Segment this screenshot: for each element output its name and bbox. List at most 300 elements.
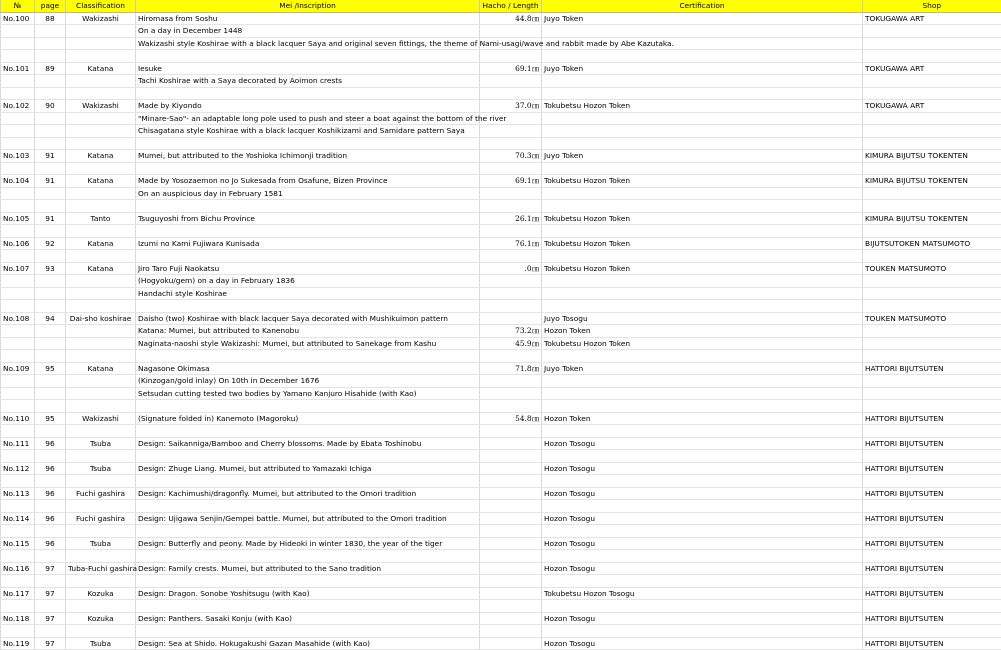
cell-certification[interactable] <box>542 225 863 238</box>
cell-no[interactable] <box>1 475 35 488</box>
cell-no[interactable] <box>1 162 35 175</box>
cell-page[interactable] <box>35 112 66 125</box>
cell-classification[interactable] <box>66 387 136 400</box>
cell-page[interactable] <box>35 400 66 413</box>
cell-classification[interactable]: Tuba-Fuchi gashira <box>66 562 136 575</box>
cell-length[interactable]: 45.9㎝ <box>480 337 542 350</box>
cell-shop[interactable] <box>863 112 1001 125</box>
cell-certification[interactable] <box>542 250 863 263</box>
cell-length[interactable] <box>480 375 542 388</box>
cell-no[interactable]: No.101 <box>1 62 35 75</box>
cell-classification[interactable] <box>66 112 136 125</box>
cell-classification[interactable] <box>66 475 136 488</box>
cell-certification[interactable]: Tokubetsu Hozon Token <box>542 237 863 250</box>
cell-length[interactable] <box>480 462 542 475</box>
header-shop[interactable]: Shop <box>863 0 1001 12</box>
cell-classification[interactable] <box>66 87 136 100</box>
cell-no[interactable] <box>1 275 35 288</box>
cell-classification[interactable]: Wakizashi <box>66 412 136 425</box>
cell-page[interactable]: 97 <box>35 562 66 575</box>
cell-certification[interactable]: Hozon Tosogu <box>542 487 863 500</box>
cell-mei[interactable]: Tachi Koshirae with a Saya decorated by Aoimon crests <box>136 75 480 88</box>
cell-certification[interactable] <box>542 50 863 63</box>
cell-classification[interactable] <box>66 400 136 413</box>
cell-mei[interactable]: (Hogyoku/gem) on a day in February 1836 <box>136 275 480 288</box>
cell-length[interactable] <box>480 137 542 150</box>
cell-page[interactable]: 97 <box>35 587 66 600</box>
cell-length[interactable]: 71.8㎝ <box>480 362 542 375</box>
cell-certification[interactable] <box>542 137 863 150</box>
cell-length[interactable]: 70.3㎝ <box>480 150 542 163</box>
cell-length[interactable]: 37.0㎝ <box>480 100 542 113</box>
cell-page[interactable] <box>35 137 66 150</box>
cell-classification[interactable]: Wakizashi <box>66 12 136 25</box>
cell-no[interactable]: No.114 <box>1 512 35 525</box>
cell-mei[interactable] <box>136 475 480 488</box>
cell-shop[interactable] <box>863 625 1001 638</box>
cell-classification[interactable]: Katana <box>66 175 136 188</box>
cell-certification[interactable] <box>542 300 863 313</box>
cell-page[interactable]: 95 <box>35 362 66 375</box>
cell-shop[interactable] <box>863 75 1001 88</box>
cell-mei[interactable]: Handachi style Koshirae <box>136 287 480 300</box>
cell-mei[interactable]: Nagasone Okimasa <box>136 362 480 375</box>
cell-no[interactable]: No.113 <box>1 487 35 500</box>
cell-classification[interactable] <box>66 300 136 313</box>
cell-shop[interactable] <box>863 162 1001 175</box>
cell-page[interactable] <box>35 187 66 200</box>
cell-mei[interactable] <box>136 250 480 263</box>
cell-certification[interactable] <box>542 475 863 488</box>
cell-certification[interactable]: Juyo Token <box>542 150 863 163</box>
cell-mei[interactable]: Design: Zhuge Liang. Mumei, but attributed to Yamazaki Ichiga <box>136 462 480 475</box>
cell-page[interactable] <box>35 375 66 388</box>
cell-page[interactable] <box>35 475 66 488</box>
cell-no[interactable] <box>1 37 35 50</box>
cell-classification[interactable] <box>66 200 136 213</box>
cell-shop[interactable]: TOUKEN MATSUMOTO <box>863 262 1001 275</box>
cell-certification[interactable] <box>542 25 863 38</box>
cell-mei[interactable]: Made by Yosozaemon no Jo Sukesada from Osafune, Bizen Province <box>136 175 480 188</box>
cell-certification[interactable] <box>542 350 863 363</box>
cell-no[interactable]: No.100 <box>1 12 35 25</box>
cell-classification[interactable]: Tsuba <box>66 537 136 550</box>
cell-shop[interactable] <box>863 287 1001 300</box>
cell-shop[interactable] <box>863 400 1001 413</box>
cell-page[interactable] <box>35 337 66 350</box>
cell-no[interactable]: No.107 <box>1 262 35 275</box>
cell-length[interactable] <box>480 350 542 363</box>
cell-no[interactable]: No.112 <box>1 462 35 475</box>
cell-length[interactable]: 54.8㎝ <box>480 412 542 425</box>
cell-shop[interactable]: BIJUTSUTOKEN MATSUMOTO <box>863 237 1001 250</box>
cell-certification[interactable] <box>542 600 863 613</box>
cell-length[interactable] <box>480 562 542 575</box>
cell-length[interactable] <box>480 75 542 88</box>
cell-length[interactable] <box>480 200 542 213</box>
cell-page[interactable] <box>35 525 66 538</box>
cell-length[interactable] <box>480 50 542 63</box>
cell-classification[interactable] <box>66 25 136 38</box>
cell-length[interactable] <box>480 487 542 500</box>
cell-mei[interactable] <box>136 225 480 238</box>
cell-shop[interactable] <box>863 325 1001 338</box>
cell-certification[interactable]: Hozon Tosogu <box>542 437 863 450</box>
cell-no[interactable]: No.108 <box>1 312 35 325</box>
cell-certification[interactable]: Hozon Tosogu <box>542 512 863 525</box>
cell-page[interactable] <box>35 550 66 563</box>
cell-length[interactable]: 76.1㎝ <box>480 237 542 250</box>
cell-length[interactable] <box>480 600 542 613</box>
cell-classification[interactable] <box>66 37 136 50</box>
cell-classification[interactable] <box>66 325 136 338</box>
cell-shop[interactable] <box>863 25 1001 38</box>
cell-certification[interactable]: Tokubetsu Hozon Token <box>542 262 863 275</box>
cell-certification[interactable] <box>542 575 863 588</box>
cell-classification[interactable] <box>66 450 136 463</box>
cell-length[interactable] <box>480 612 542 625</box>
cell-length[interactable] <box>480 187 542 200</box>
cell-mei[interactable]: Design: Ujigawa Senjin/Gempei battle. Mumei, but attributed to the Omori tradition <box>136 512 480 525</box>
cell-no[interactable] <box>1 137 35 150</box>
cell-classification[interactable] <box>66 500 136 513</box>
cell-no[interactable] <box>1 450 35 463</box>
cell-length[interactable] <box>480 275 542 288</box>
header-page[interactable]: page <box>35 0 66 12</box>
cell-mei[interactable] <box>136 300 480 313</box>
cell-shop[interactable] <box>863 125 1001 138</box>
cell-shop[interactable]: HATTORI BIJUTSUTEN <box>863 562 1001 575</box>
cell-mei[interactable]: Katana: Mumei, but attributed to Kanenobu <box>136 325 480 338</box>
cell-certification[interactable] <box>542 75 863 88</box>
cell-classification[interactable]: Tsuba <box>66 462 136 475</box>
cell-no[interactable] <box>1 200 35 213</box>
cell-certification[interactable] <box>542 550 863 563</box>
cell-classification[interactable]: Dai-sho koshirae <box>66 312 136 325</box>
cell-shop[interactable]: HATTORI BIJUTSUTEN <box>863 512 1001 525</box>
cell-certification[interactable]: Tokubetsu Hozon Token <box>542 212 863 225</box>
cell-shop[interactable] <box>863 337 1001 350</box>
cell-no[interactable] <box>1 350 35 363</box>
cell-shop[interactable] <box>863 187 1001 200</box>
cell-certification[interactable] <box>542 500 863 513</box>
cell-classification[interactable]: Katana <box>66 237 136 250</box>
cell-page[interactable]: 96 <box>35 437 66 450</box>
cell-length[interactable] <box>480 162 542 175</box>
cell-classification[interactable] <box>66 350 136 363</box>
cell-mei[interactable]: Design: Saikanniga/Bamboo and Cherry blossoms. Made by Ebata Toshinobu <box>136 437 480 450</box>
cell-page[interactable]: 90 <box>35 100 66 113</box>
cell-shop[interactable]: HATTORI BIJUTSUTEN <box>863 637 1001 650</box>
cell-mei[interactable] <box>136 400 480 413</box>
cell-mei[interactable] <box>136 600 480 613</box>
cell-certification[interactable]: Juyo Token <box>542 362 863 375</box>
cell-classification[interactable]: Kozuka <box>66 587 136 600</box>
cell-page[interactable]: 96 <box>35 487 66 500</box>
cell-classification[interactable] <box>66 337 136 350</box>
cell-length[interactable] <box>480 425 542 438</box>
cell-classification[interactable] <box>66 287 136 300</box>
cell-shop[interactable] <box>863 500 1001 513</box>
cell-mei[interactable] <box>136 137 480 150</box>
cell-page[interactable] <box>35 425 66 438</box>
cell-mei[interactable]: On a day in December 1448 <box>136 25 480 38</box>
cell-no[interactable]: No.118 <box>1 612 35 625</box>
cell-shop[interactable] <box>863 200 1001 213</box>
cell-mei[interactable]: Design: Butterfly and peony. Made by Hideoki in winter 1830, the year of the tiger <box>136 537 480 550</box>
cell-page[interactable] <box>35 25 66 38</box>
cell-no[interactable]: No.102 <box>1 100 35 113</box>
cell-certification[interactable] <box>542 375 863 388</box>
cell-classification[interactable] <box>66 600 136 613</box>
cell-length[interactable] <box>480 575 542 588</box>
cell-page[interactable]: 91 <box>35 150 66 163</box>
header-mei[interactable]: Mei /Inscription <box>136 0 480 12</box>
cell-page[interactable]: 95 <box>35 412 66 425</box>
cell-no[interactable] <box>1 525 35 538</box>
cell-no[interactable]: No.119 <box>1 637 35 650</box>
cell-shop[interactable] <box>863 300 1001 313</box>
cell-page[interactable] <box>35 600 66 613</box>
cell-no[interactable]: No.104 <box>1 175 35 188</box>
cell-no[interactable] <box>1 400 35 413</box>
cell-no[interactable] <box>1 337 35 350</box>
cell-page[interactable] <box>35 37 66 50</box>
cell-no[interactable] <box>1 500 35 513</box>
cell-shop[interactable]: HATTORI BIJUTSUTEN <box>863 537 1001 550</box>
cell-certification[interactable] <box>542 200 863 213</box>
cell-mei[interactable] <box>136 425 480 438</box>
cell-certification[interactable] <box>542 625 863 638</box>
cell-shop[interactable] <box>863 275 1001 288</box>
cell-length[interactable]: 44.8㎝ <box>480 12 542 25</box>
cell-shop[interactable] <box>863 575 1001 588</box>
cell-certification[interactable] <box>542 387 863 400</box>
cell-length[interactable] <box>480 312 542 325</box>
cell-classification[interactable] <box>66 525 136 538</box>
cell-certification[interactable] <box>542 87 863 100</box>
cell-shop[interactable] <box>863 250 1001 263</box>
cell-classification[interactable]: Tsuba <box>66 437 136 450</box>
cell-classification[interactable] <box>66 575 136 588</box>
cell-certification[interactable] <box>542 525 863 538</box>
cell-mei[interactable]: (Kinzogan/gold inlay) On 10th in December 1676 <box>136 375 480 388</box>
cell-no[interactable]: No.117 <box>1 587 35 600</box>
cell-page[interactable] <box>35 87 66 100</box>
cell-shop[interactable] <box>863 387 1001 400</box>
cell-no[interactable]: No.105 <box>1 212 35 225</box>
cell-page[interactable] <box>35 75 66 88</box>
cell-certification[interactable]: Juyo Token <box>542 62 863 75</box>
cell-page[interactable] <box>35 50 66 63</box>
cell-mei[interactable]: Setsudan cutting tested two bodies by Yamano Kanjuro Hisahide (with Kao) <box>136 387 480 400</box>
cell-certification[interactable]: Tokubetsu Hozon Token <box>542 337 863 350</box>
cell-classification[interactable]: Katana <box>66 150 136 163</box>
cell-page[interactable]: 89 <box>35 62 66 75</box>
cell-shop[interactable]: HATTORI BIJUTSUTEN <box>863 437 1001 450</box>
cell-page[interactable] <box>35 250 66 263</box>
cell-page[interactable]: 96 <box>35 537 66 550</box>
cell-length[interactable] <box>480 637 542 650</box>
cell-page[interactable]: 92 <box>35 237 66 250</box>
cell-no[interactable]: No.110 <box>1 412 35 425</box>
cell-classification[interactable]: Wakizashi <box>66 100 136 113</box>
cell-no[interactable]: No.109 <box>1 362 35 375</box>
cell-no[interactable] <box>1 425 35 438</box>
cell-mei[interactable] <box>136 500 480 513</box>
cell-page[interactable]: 91 <box>35 175 66 188</box>
cell-mei[interactable]: Design: Panthers. Sasaki Konju (with Kao) <box>136 612 480 625</box>
cell-classification[interactable] <box>66 275 136 288</box>
cell-no[interactable] <box>1 250 35 263</box>
cell-length[interactable] <box>480 537 542 550</box>
cell-no[interactable] <box>1 375 35 388</box>
cell-certification[interactable] <box>542 450 863 463</box>
cell-shop[interactable]: HATTORI BIJUTSUTEN <box>863 587 1001 600</box>
cell-no[interactable] <box>1 125 35 138</box>
cell-shop[interactable] <box>863 50 1001 63</box>
cell-mei[interactable]: Izumi no Kami Fujiwara Kunisada <box>136 237 480 250</box>
cell-mei[interactable] <box>136 350 480 363</box>
cell-certification[interactable]: Hozon Tosogu <box>542 562 863 575</box>
cell-page[interactable]: 97 <box>35 612 66 625</box>
cell-certification[interactable] <box>542 112 863 125</box>
cell-classification[interactable]: Katana <box>66 262 136 275</box>
cell-classification[interactable] <box>66 137 136 150</box>
cell-page[interactable] <box>35 287 66 300</box>
cell-length[interactable] <box>480 87 542 100</box>
cell-page[interactable] <box>35 200 66 213</box>
header-no[interactable]: № <box>1 0 35 12</box>
cell-no[interactable] <box>1 75 35 88</box>
cell-page[interactable] <box>35 625 66 638</box>
cell-length[interactable] <box>480 400 542 413</box>
header-certification[interactable]: Certification <box>542 0 863 12</box>
cell-mei[interactable] <box>136 550 480 563</box>
cell-shop[interactable]: TOKUGAWA ART <box>863 12 1001 25</box>
cell-classification[interactable] <box>66 425 136 438</box>
cell-certification[interactable] <box>542 275 863 288</box>
cell-mei[interactable] <box>136 87 480 100</box>
cell-certification[interactable] <box>542 125 863 138</box>
cell-length[interactable] <box>480 287 542 300</box>
cell-classification[interactable] <box>66 250 136 263</box>
cell-mei[interactable]: (Signature folded in) Kanemoto (Magoroku) <box>136 412 480 425</box>
cell-classification[interactable]: Kozuka <box>66 612 136 625</box>
cell-classification[interactable]: Fuchi gashira <box>66 512 136 525</box>
cell-mei[interactable]: Design: Sea at Shido. Hokugakushi Gazan Masahide (with Kao) <box>136 637 480 650</box>
cell-length[interactable] <box>480 625 542 638</box>
cell-certification[interactable]: Tokubetsu Hozon Token <box>542 100 863 113</box>
cell-mei[interactable]: Tsuguyoshi from Bichu Province <box>136 212 480 225</box>
cell-shop[interactable] <box>863 137 1001 150</box>
cell-shop[interactable] <box>863 525 1001 538</box>
cell-certification[interactable]: Juyo Token <box>542 12 863 25</box>
cell-mei[interactable]: Design: Family crests. Mumei, but attributed to the Sano tradition <box>136 562 480 575</box>
cell-page[interactable] <box>35 300 66 313</box>
cell-page[interactable] <box>35 125 66 138</box>
cell-mei[interactable] <box>136 50 480 63</box>
cell-no[interactable] <box>1 575 35 588</box>
cell-certification[interactable]: Tokubetsu Hozon Tosogu <box>542 587 863 600</box>
cell-page[interactable] <box>35 500 66 513</box>
cell-shop[interactable] <box>863 225 1001 238</box>
cell-classification[interactable] <box>66 625 136 638</box>
cell-classification[interactable]: Tsuba <box>66 637 136 650</box>
cell-length[interactable] <box>480 512 542 525</box>
cell-classification[interactable] <box>66 50 136 63</box>
cell-shop[interactable]: HATTORI BIJUTSUTEN <box>863 362 1001 375</box>
cell-certification[interactable]: Hozon Tosogu <box>542 462 863 475</box>
cell-mei[interactable]: On an auspicious day in February 1581 <box>136 187 480 200</box>
cell-mei[interactable] <box>136 200 480 213</box>
cell-shop[interactable]: KIMURA BIJUTSU TOKENTEN <box>863 175 1001 188</box>
cell-shop[interactable]: KIMURA BIJUTSU TOKENTEN <box>863 150 1001 163</box>
cell-length[interactable] <box>480 587 542 600</box>
cell-no[interactable]: No.115 <box>1 537 35 550</box>
cell-length[interactable] <box>480 387 542 400</box>
header-classification[interactable]: Classification <box>66 0 136 12</box>
cell-classification[interactable] <box>66 75 136 88</box>
cell-no[interactable]: No.103 <box>1 150 35 163</box>
cell-certification[interactable] <box>542 425 863 438</box>
cell-classification[interactable]: Fuchi gashira <box>66 487 136 500</box>
cell-no[interactable] <box>1 600 35 613</box>
cell-certification[interactable] <box>542 162 863 175</box>
cell-classification[interactable] <box>66 550 136 563</box>
cell-shop[interactable] <box>863 37 1001 50</box>
cell-length[interactable]: 69.1㎝ <box>480 175 542 188</box>
cell-length[interactable] <box>480 225 542 238</box>
cell-mei[interactable]: Iesuke <box>136 62 480 75</box>
cell-no[interactable] <box>1 625 35 638</box>
cell-certification[interactable] <box>542 400 863 413</box>
cell-page[interactable] <box>35 450 66 463</box>
cell-length[interactable] <box>480 250 542 263</box>
cell-shop[interactable]: KIMURA BIJUTSU TOKENTEN <box>863 212 1001 225</box>
cell-page[interactable]: 91 <box>35 212 66 225</box>
cell-page[interactable] <box>35 325 66 338</box>
cell-no[interactable] <box>1 50 35 63</box>
cell-shop[interactable]: TOKUGAWA ART <box>863 62 1001 75</box>
cell-no[interactable] <box>1 225 35 238</box>
cell-page[interactable]: 97 <box>35 637 66 650</box>
cell-page[interactable]: 93 <box>35 262 66 275</box>
cell-length[interactable]: 69.1㎝ <box>480 62 542 75</box>
cell-mei[interactable]: Design: Kachimushi/dragonfly. Mumei, but attributed to the Omori tradition <box>136 487 480 500</box>
cell-no[interactable] <box>1 25 35 38</box>
cell-shop[interactable] <box>863 87 1001 100</box>
cell-certification[interactable] <box>542 187 863 200</box>
cell-page[interactable] <box>35 350 66 363</box>
cell-mei[interactable] <box>136 575 480 588</box>
cell-shop[interactable]: HATTORI BIJUTSUTEN <box>863 462 1001 475</box>
cell-mei[interactable]: "Minare-Sao"- an adaptable long pole used to push and steer a boat against the bottom of the river <box>136 112 480 125</box>
cell-length[interactable] <box>480 525 542 538</box>
cell-length[interactable] <box>480 437 542 450</box>
cell-mei[interactable]: Mumei, but attributed to the Yoshioka Ichimonji tradition <box>136 150 480 163</box>
cell-mei[interactable]: Jiro Taro Fuji Naokatsu <box>136 262 480 275</box>
cell-shop[interactable] <box>863 350 1001 363</box>
cell-shop[interactable] <box>863 450 1001 463</box>
cell-page[interactable] <box>35 575 66 588</box>
cell-no[interactable] <box>1 112 35 125</box>
cell-certification[interactable]: Tokubetsu Hozon Token <box>542 175 863 188</box>
cell-certification[interactable] <box>542 287 863 300</box>
cell-no[interactable] <box>1 550 35 563</box>
cell-mei[interactable]: Chisagatana style Koshirae with a black lacquer Koshikizami and Samidare pattern Saya <box>136 125 480 138</box>
cell-mei[interactable]: Hiromasa from Soshu <box>136 12 480 25</box>
